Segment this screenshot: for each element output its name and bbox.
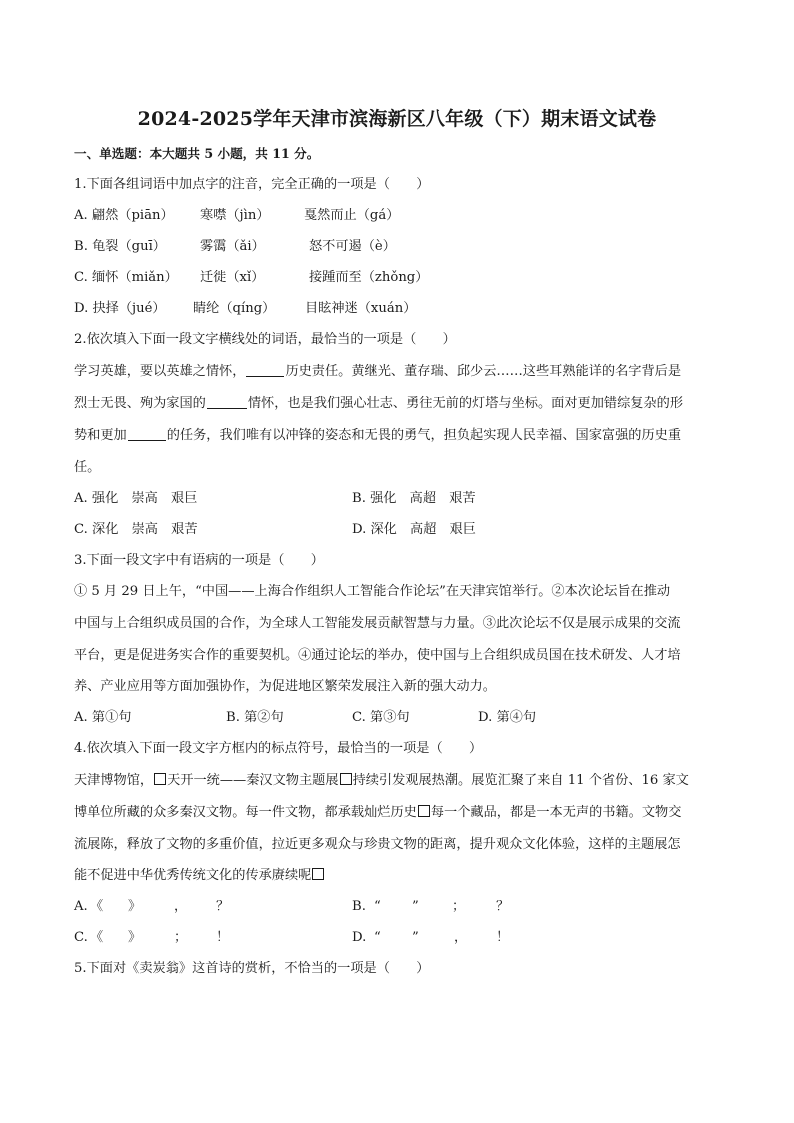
punctuation-box [418, 805, 430, 817]
punctuation-box [312, 868, 324, 880]
fill-blank [207, 394, 247, 409]
q4-option-c-mark-3: ； [174, 930, 188, 945]
q4-option-b-mark-2: ” [412, 899, 419, 914]
q4-option-c-label: C. [74, 930, 88, 945]
q4-passage-line-1 [74, 771, 689, 791]
q5-stem: 5.下面对《卖炭翁》这首诗的赏析，不恰当的一项是（ ） [74, 961, 430, 976]
q3-passage-line-1: ① 5 月 29 日上午，“中国——上海合作组织人工智能合作论坛”在天津宾馆举行。②本次论坛旨在推动 [74, 584, 671, 599]
q1-option-b-3: 怒不可遏（è） [309, 239, 396, 254]
q2-text: 历史责任。黄继光、董存瑞、邱少云……这些耳熟能详的名字背后是 [285, 364, 682, 379]
q4-passage-line-3: 流展陈，释放了文物的多重价值，拉近更多观众与珍贵文物的距离，提升观众文化体验，这样的主题展怎 [74, 837, 681, 852]
q4-option-d-mark-2: ” [412, 930, 419, 945]
q1-option-c-1: C. 缅怀（miǎn） [74, 270, 178, 285]
q2-option-a: A. 强化 崇高 艰巨 [74, 491, 198, 506]
q2-passage-line-3 [74, 426, 720, 446]
q3-option-b: B. 第②句 [226, 710, 284, 725]
punctuation-box [154, 773, 166, 785]
q4-option-a-mark-3: ， [174, 899, 188, 914]
q1-option-a-2: 寒噤（jìn） [200, 208, 270, 223]
q1-option-a-1: A. 翩然（piān） [74, 208, 174, 223]
q4-option-a-label: A. [74, 899, 88, 914]
q1-option-c-3: 接踵而至（zhǒng） [309, 270, 429, 285]
q2-option-d: D. 深化 高超 艰巨 [352, 522, 476, 537]
q4-text: 博单位所藏的众多秦汉文物。每一件文物，都承载灿烂历史 [74, 805, 417, 820]
q4-text: 持续引发观展热潮。展览汇聚了来自 11 个省份、16 家文 [352, 773, 689, 788]
q4-option-d-mark-1: “ [374, 930, 381, 945]
page-title: 2024-2025学年天津市滨海新区八年级（下）期末语文试卷 [137, 108, 657, 130]
q1-option-d-1: D. 抉择（jué） [74, 301, 166, 316]
q2-stem: 2.依次填入下面一段文字横线处的词语，最恰当的一项是（ ） [74, 332, 456, 347]
q1-option-c-2: 迁徙（xǐ） [200, 270, 265, 285]
q2-passage-line-1 [74, 362, 720, 382]
q3-passage-line-4: 养、产业应用等方面加强协作，为促进地区繁荣发展注入新的强大动力。 [74, 679, 496, 694]
q4-option-b-mark-1: “ [374, 899, 381, 914]
q1-option-a-3: 戛然而止（gá） [304, 208, 400, 223]
q4-text: 天津博物馆， [74, 773, 154, 788]
fill-blank [246, 362, 284, 377]
q2-text: 的任务，我们唯有以冲锋的姿态和无畏的勇气，担负起实现人民幸福、国家富强的历史重 [166, 428, 682, 443]
q2-option-c: C. 深化 崇高 艰苦 [74, 522, 198, 537]
q4-option-c-mark-4: ！ [216, 930, 230, 945]
q2-text: 烈士无畏、殉为家国的 [74, 396, 206, 411]
q2-text: 学习英雄，要以英雄之情怀， [74, 364, 246, 379]
q3-option-a: A. 第①句 [74, 710, 132, 725]
q3-stem: 3.下面一段文字中有语病的一项是（ ） [74, 553, 324, 568]
q4-option-b-mark-3: ； [452, 899, 466, 914]
q3-option-c: C. 第③句 [352, 710, 410, 725]
q3-passage-line-2: 中国与上合组织成员国的合作，为全球人工智能发展贡献智慧与力量。③此次论坛不仅是展示成果的交流 [74, 616, 681, 631]
q1-option-b-1: B. 龟裂（guī） [74, 239, 166, 254]
q4-passage-line-2 [74, 803, 681, 823]
q4-option-a-mark-1: 《 [90, 899, 104, 914]
q2-text: 情怀，也是我们强心壮志、勇往无前的灯塔与坐标。面对更加错综复杂的形 [247, 396, 684, 411]
q2-text: 势和更加 [74, 428, 127, 443]
q4-text: 天开一统——秦汉文物主题展 [167, 773, 339, 788]
q1-option-d-2: 睛纶（qíng） [193, 301, 276, 316]
q3-option-d: D. 第④句 [478, 710, 537, 725]
q4-option-d-label: D. [352, 930, 367, 945]
q4-text: 能不促进中华优秀传统文化的传承赓续呢 [74, 868, 312, 883]
q4-text: 每一个藏品，都是一本无声的书籍。文物交 [430, 805, 682, 820]
q4-option-a-mark-2: 》 [128, 899, 142, 914]
fill-blank [128, 426, 166, 441]
q2-passage-line-4: 任。 [74, 460, 101, 475]
q4-option-c-mark-1: 《 [90, 930, 104, 945]
section-heading: 一、单选题：本大题共 5 小题，共 11 分。 [74, 146, 320, 161]
q4-option-b-label: B. [352, 899, 366, 914]
q1-option-b-2: 雾霭（ǎi） [200, 239, 265, 254]
punctuation-box [340, 773, 352, 785]
q2-option-b: B. 强化 高超 艰苦 [352, 491, 476, 506]
q4-option-b-mark-4: ？ [496, 899, 510, 914]
q4-option-d-mark-4: ！ [496, 930, 510, 945]
q4-option-a-mark-4: ？ [216, 899, 230, 914]
q4-stem: 4.依次填入下面一段文字方框内的标点符号，最恰当的一项是（ ） [74, 741, 483, 756]
q4-option-d-mark-3: ， [454, 930, 468, 945]
q1-stem: 1.下面各组词语中加点字的注音，完全正确的一项是（ ） [74, 177, 430, 192]
q4-passage-line-4 [74, 866, 325, 886]
q1-option-d-3: 目眩神迷（xuán） [305, 301, 417, 316]
q2-passage-line-2 [74, 394, 720, 414]
q4-option-c-mark-2: 》 [128, 930, 142, 945]
q3-passage-line-3: 平台，更是促进务实合作的重要契机。④通过论坛的举办，使中国与上合组织成员国在技术研发、人才培 [74, 648, 681, 663]
